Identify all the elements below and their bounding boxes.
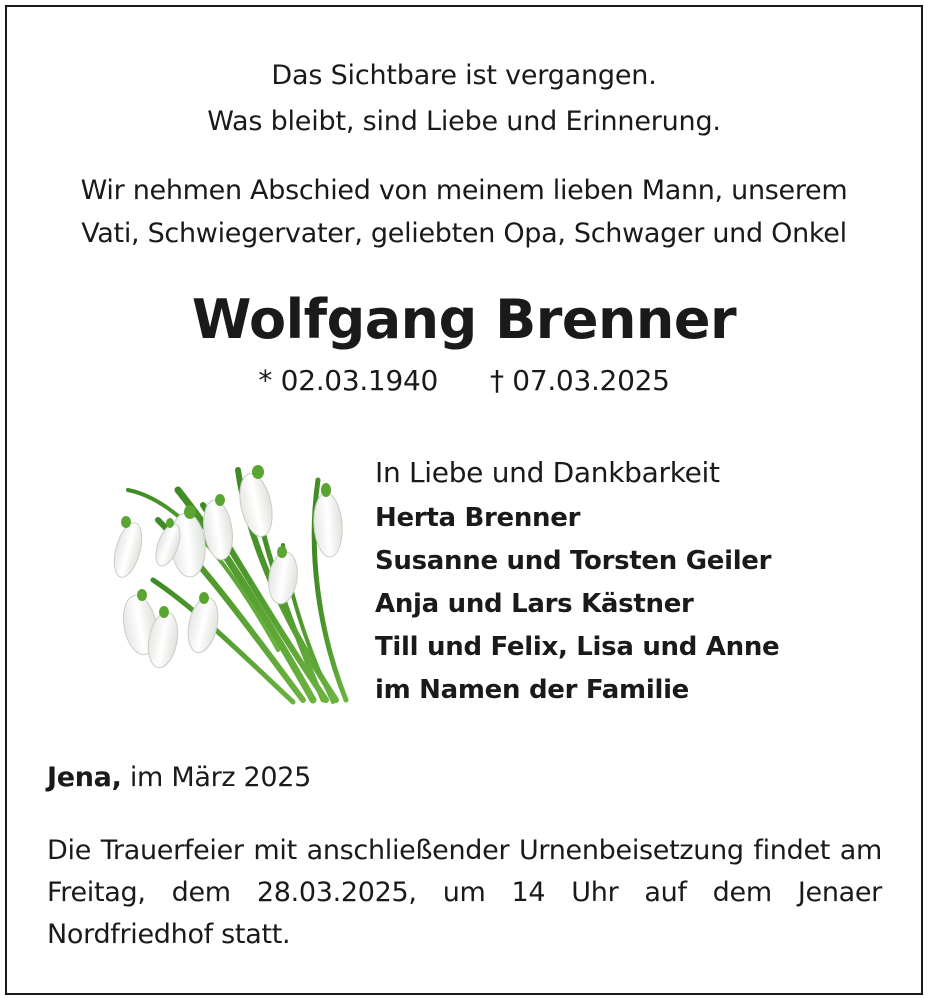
snowdrops-flower-icon — [108, 450, 353, 705]
place-city: Jena, — [47, 762, 122, 793]
deceased-name: Wolfgang Brenner — [191, 288, 737, 351]
intro-line-2: Vati, Schwiegervater, geliebten Opa, Schwager und Onkel — [81, 218, 847, 249]
place-date — [47, 762, 311, 793]
quote-line-2: Was bleibt, sind Liebe und Erinnerung. — [207, 106, 721, 137]
mourner-name: Till und Felix, Lisa und Anne — [375, 632, 780, 662]
mourner-name: Anja und Lars Kästner — [375, 589, 694, 619]
mourner-name: Herta Brenner — [375, 503, 581, 533]
mourners-intro: In Liebe und Dankbarkeit — [375, 456, 720, 489]
funeral-info: Die Trauerfeier mit anschließender Urnenbeisetzung findet am Freitag, dem 28.03.2025, um 14 Uhr auf dem Jenaer Nordfriedhof statt. — [47, 835, 882, 950]
place-month: im März 2025 — [121, 762, 312, 793]
quote-line-1: Das Sichtbare ist vergangen. — [271, 60, 657, 91]
mourner-name: im Namen der Familie — [375, 675, 690, 705]
mourner-name: Susanne und Torsten Geiler — [375, 546, 772, 576]
life-dates — [0, 364, 928, 397]
intro-line-1: Wir nehmen Abschied von meinem lieben Mann, unserem — [80, 175, 848, 206]
death-date: † 07.03.2025 — [490, 364, 670, 397]
birth-date: * 02.03.1940 — [258, 364, 438, 397]
